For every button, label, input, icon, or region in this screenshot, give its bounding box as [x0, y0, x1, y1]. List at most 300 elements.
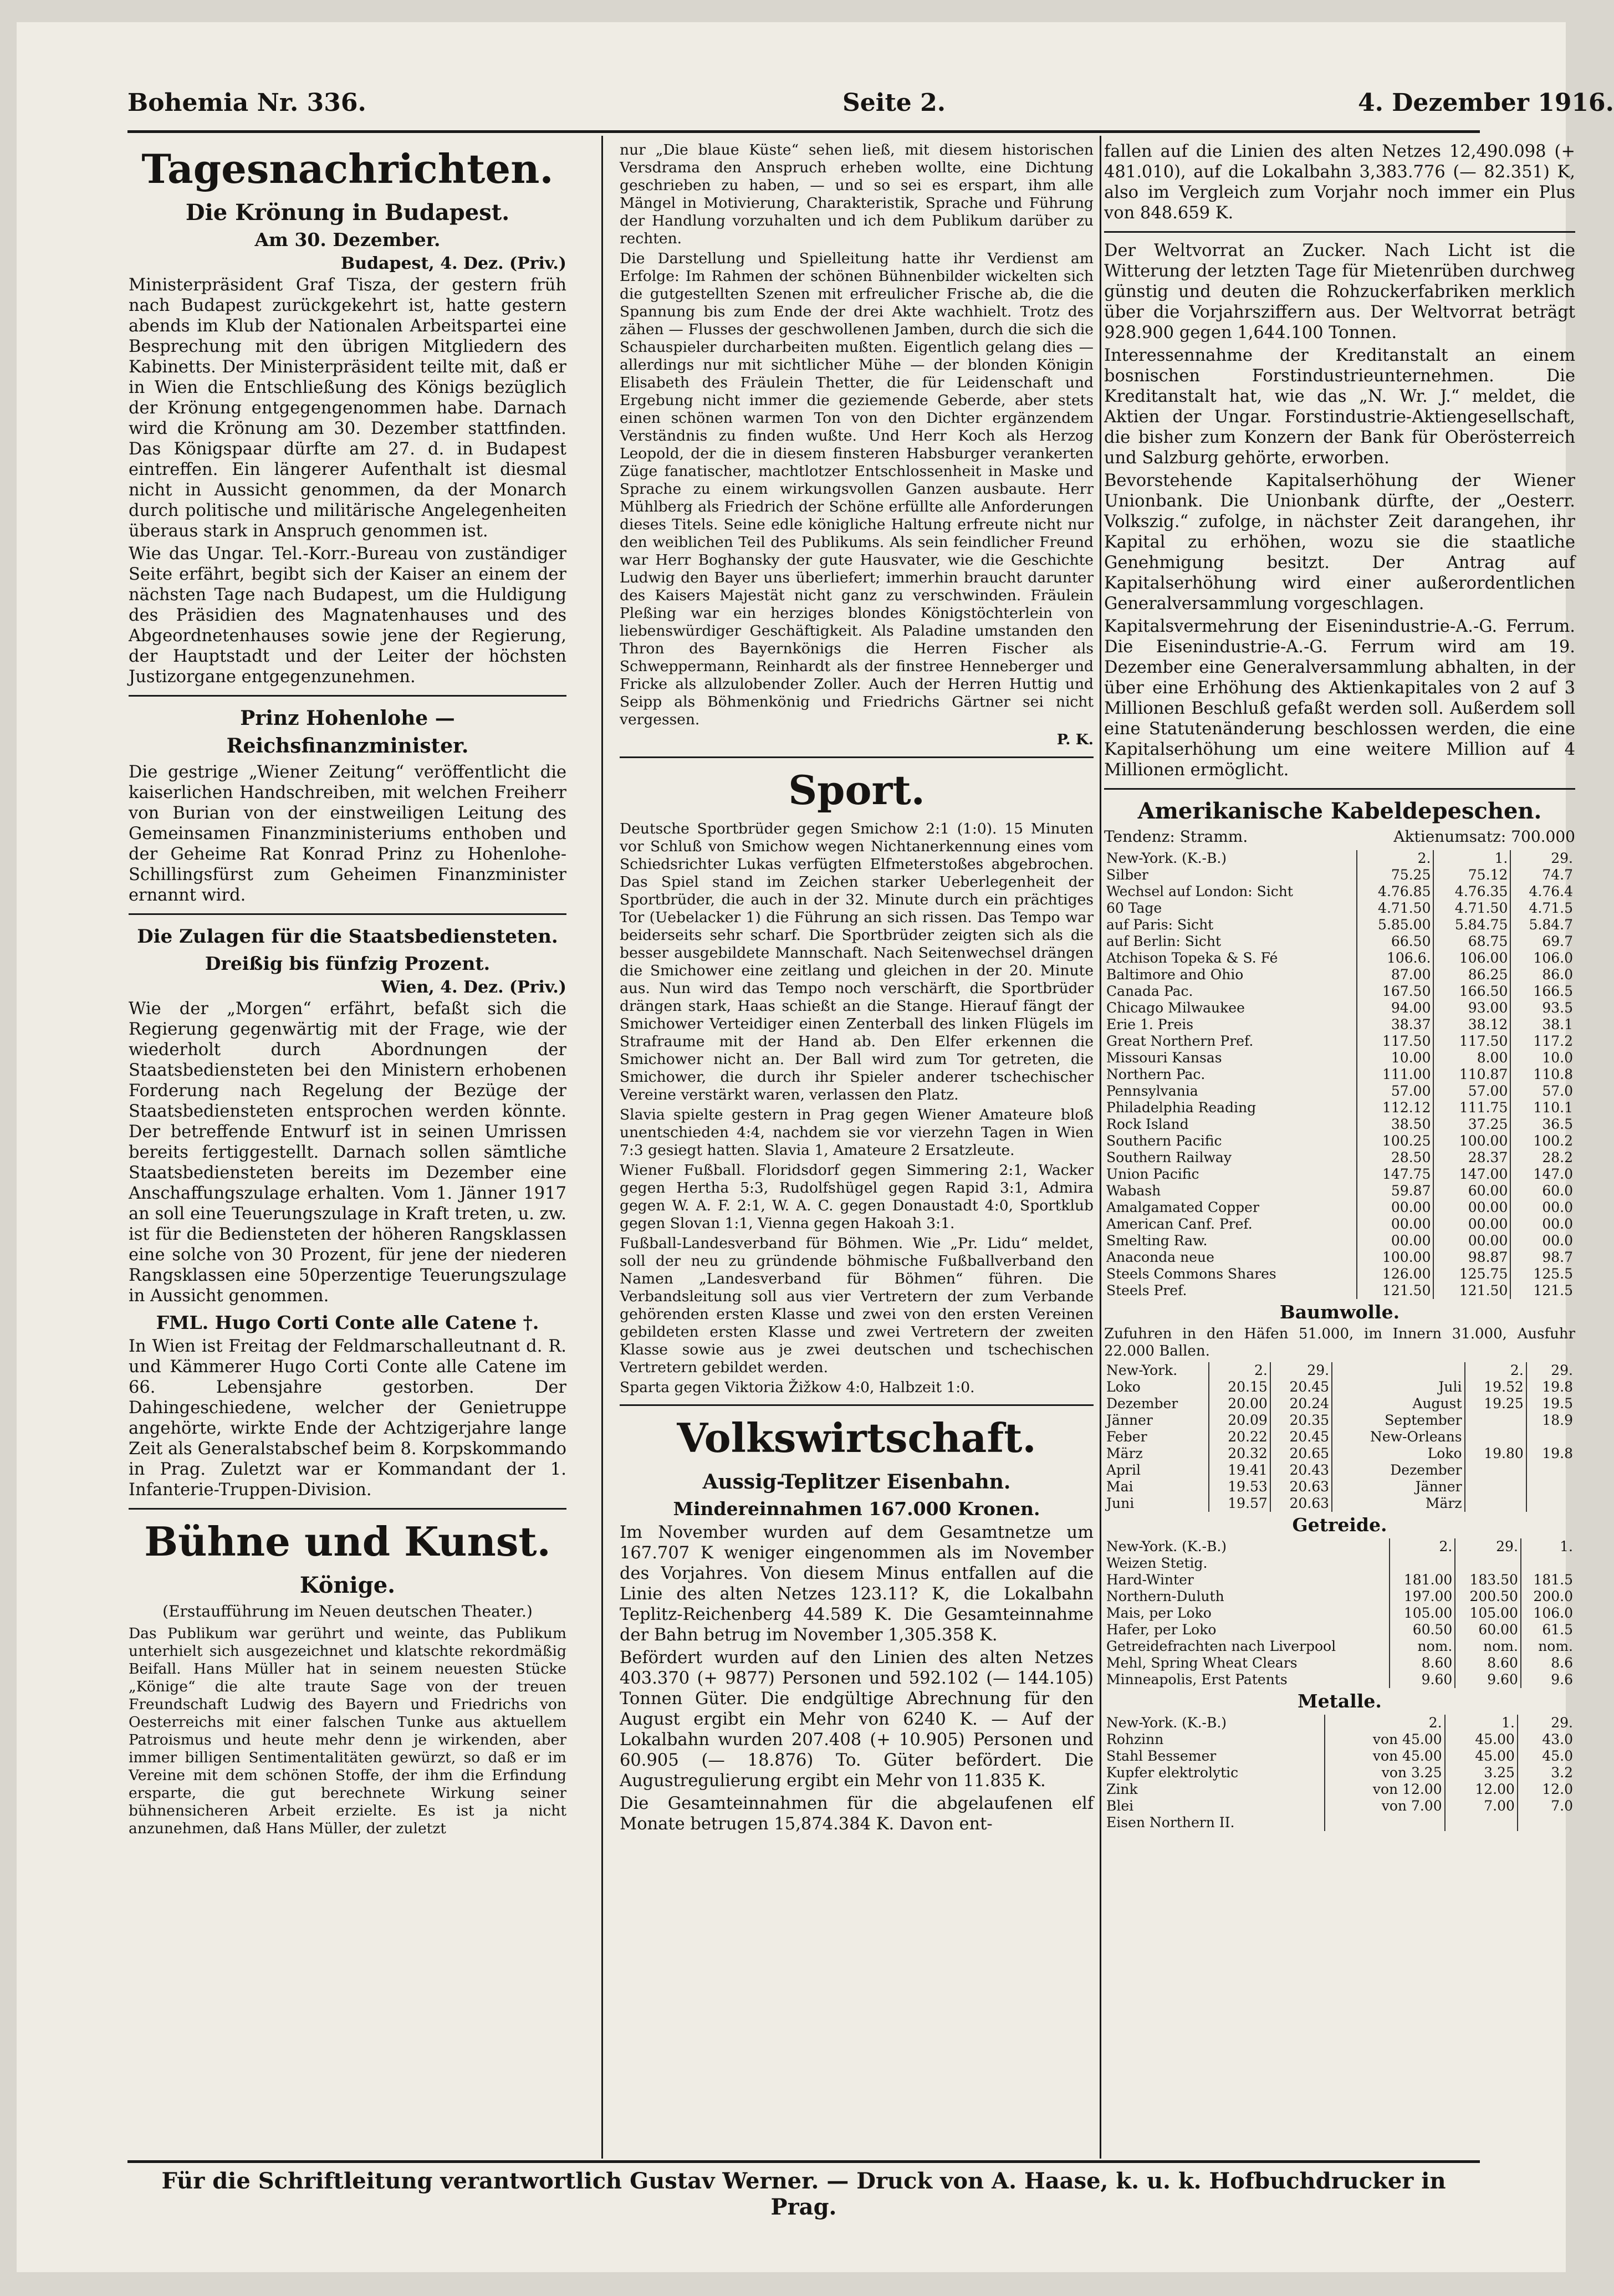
- table-cell: März: [1332, 1495, 1464, 1512]
- table-row: [1104, 1379, 1575, 1395]
- table-cell: 147.75: [1357, 1166, 1434, 1183]
- row-label: Feber: [1106, 1429, 1147, 1445]
- article-paragraph: Wie der „Morgen“ erfährt, befaßt sich die Regierung gegenwärtig mit der Frage, wie der wiederholt durch Abordnungen der Staatsbediensteten bei den Ministern erhobenen Forderung nach Regelung der Bezüge der Staatsbediensteten entsprochen werden könnte. Der betreffende Entwurf ist in seinen Umrissen bereits fertiggestellt. Darnach sollen sämtliche Staatsbediensteten bereits im Dezember eine Anschaffungszulage erhalten. Vom 1. Jänner 1917 an soll eine Teuerungszulage in Kraft treten, u. zw. ist für die Bediensteten der höheren Rangsklassen eine solche von 30 Prozent, für jene der niederen Rangsklassen eine 50perzentige Teuerungszulage in Aussicht genommen.: [129, 999, 566, 1306]
- table-cell: 8.60: [1390, 1655, 1455, 1671]
- table-cell: 19.80: [1465, 1445, 1526, 1462]
- article-paragraph: fallen auf die Linien des alten Netzes 12,490.098 (+ 481.010), auf die Lokalbahn 3,383.776 (— 82.351) K, also im Vergleich zum Vorjahr noch immer ein Plus von 848.659 K.: [1104, 142, 1575, 223]
- table-cell: [1526, 1462, 1575, 1479]
- grain-table: [1104, 1538, 1575, 1688]
- row-label: Steels Commons Shares: [1106, 1266, 1276, 1282]
- section-title-tagesnachrichten: Tagesnachrichten.: [141, 145, 554, 192]
- table-cell: 105.00: [1390, 1605, 1455, 1622]
- row-label: Wabash: [1106, 1183, 1161, 1199]
- table-cell: nom.: [1455, 1638, 1521, 1655]
- header-issue: Bohemia Nr. 336.: [127, 89, 366, 117]
- table-cell: 10.00: [1357, 1050, 1434, 1066]
- row-label: Mais, per Loko: [1106, 1605, 1212, 1621]
- row-label: Amalgamated Copper: [1106, 1199, 1259, 1215]
- table-cell: 5.84.7: [1510, 917, 1575, 933]
- row-label: Weizen Stetig.: [1106, 1555, 1208, 1571]
- table-cell: 183.50: [1455, 1572, 1521, 1588]
- table-cell: 20.00: [1209, 1395, 1270, 1412]
- row-label: Missouri Kansas: [1106, 1050, 1222, 1066]
- article-title-koenige: Könige.: [299, 1572, 396, 1598]
- table-row: [1104, 1555, 1575, 1572]
- table-cell: [1390, 1555, 1455, 1572]
- table-cell: August: [1332, 1395, 1464, 1412]
- table-cell: 19.53: [1209, 1479, 1270, 1495]
- row-label: Union Pacific: [1106, 1166, 1199, 1182]
- table-cell: 110.1: [1510, 1100, 1575, 1116]
- table-cell: 121.50: [1433, 1282, 1510, 1299]
- table-cell: 8.00: [1433, 1050, 1510, 1066]
- table-cell: 117.2: [1510, 1033, 1575, 1050]
- header-date: 4. Dezember 1916.: [1358, 89, 1614, 117]
- article-separator: [129, 695, 566, 697]
- table-cell: 10.0: [1510, 1050, 1575, 1066]
- table-cell: 60.50: [1390, 1622, 1455, 1638]
- table-cell: 125.5: [1510, 1266, 1575, 1282]
- table-cell: September: [1332, 1412, 1464, 1429]
- table-row: [1104, 967, 1575, 983]
- table-cell: 38.1: [1510, 1016, 1575, 1033]
- article-paragraph: nur „Die blaue Küste“ sehen ließ, mit diesem historischen Versdrama den Anspruch erheben wollte, eine Dichtung geschrieben zu haben, — und so sei es erspart, ihm alle Mängel in Motivierung, Charakteristik, Sprache und Führung der Handlung vorzuhalten und ich dem Publikum darüber zu rechten.: [620, 141, 1094, 247]
- dateline-wien: Wien, 4. Dez. (Priv.): [381, 978, 566, 997]
- table-cell: 19.25: [1465, 1395, 1526, 1412]
- row-label: Minneapolis, Erst Patents: [1106, 1671, 1288, 1688]
- article-paragraph: Befördert wurden auf den Linien des alten Netzes 403.370 (+ 9877) Personen und 592.102 (— 144.105) Tonnen Güter. Die endgültige Abrechnung für den August ergibt ein Mehr von 6240 K. — Auf der Lokalbahn wurden 207.408 (+ 10.905) Personen und 60.905 (— 18.876) To. Güter befördert. Die Augustregulierung ergibt ein Mehr von 11.835 K.: [620, 1648, 1094, 1791]
- table-cell: 20.35: [1270, 1412, 1332, 1429]
- table-row: [1104, 1166, 1575, 1183]
- article-title-aussig: Aussig-Teplitzer Eisenbahn.: [702, 1470, 1011, 1494]
- row-label: Dezember: [1106, 1395, 1178, 1412]
- row-label: Northern Pac.: [1106, 1066, 1206, 1082]
- article-separator: [1104, 788, 1575, 790]
- column-header: 1.: [1521, 1538, 1575, 1555]
- row-label: Hard-Winter: [1106, 1572, 1194, 1588]
- row-label: Wechsel auf London: Sicht: [1106, 883, 1293, 899]
- row-label: Stahl Bessemer: [1106, 1748, 1217, 1764]
- table-cell: 00.00: [1433, 1233, 1510, 1249]
- column-header: 29.: [1455, 1538, 1521, 1555]
- column-header: 2.: [1357, 850, 1434, 867]
- column-1: [129, 141, 566, 2218]
- header-page-number: Seite 2.: [842, 89, 946, 117]
- column-header: 29.: [1270, 1362, 1332, 1379]
- table-cell: von 3.25: [1325, 1765, 1445, 1781]
- column-2: [620, 141, 1094, 2218]
- table-cell: [1526, 1495, 1575, 1512]
- table-cell: [1465, 1412, 1526, 1429]
- table-cell: 106.00: [1433, 950, 1510, 967]
- column-header: New-York.: [1106, 1362, 1178, 1378]
- table-cell: 166.50: [1433, 983, 1510, 1000]
- table-cell: 38.12: [1433, 1016, 1510, 1033]
- table-row: [1104, 1066, 1575, 1083]
- table-row: [1104, 1249, 1575, 1266]
- sport-paragraph: Wiener Fußball. Floridsdorf gegen Simmering 2:1, Wacker gegen Hertha 5:3, Rudolfshügel gegen Rapid 3:1, Admira gegen W. A. F. 2:1, W. A. C. gegen Donaustadt 4:0, Sportklub gegen Slovan 1:1, Vienna gegen Hakoah 3:1.: [620, 1162, 1094, 1232]
- table-cell: 12.00: [1445, 1781, 1518, 1798]
- table-cell: Dezember: [1332, 1462, 1464, 1479]
- article-paragraph: Interessennahme der Kreditanstalt an einem bosnischen Forstindustrieunternehmen. Die Kreditanstalt hat, wie das „N. Wr. J.“ meldet, die Aktien der Ungar. Forstindustrie-Aktiengesellschaft, die bisher zum Konzern der Bank für Oberösterreich und Salzburg gehörte, erworben.: [1104, 346, 1575, 468]
- table-cell: 93.5: [1510, 1000, 1575, 1016]
- table-cell: 19.8: [1526, 1445, 1575, 1462]
- table-cell: 4.71.50: [1433, 900, 1510, 917]
- table-row: [1104, 1445, 1575, 1462]
- table-cell: 60.00: [1455, 1622, 1521, 1638]
- column-header: 29.: [1526, 1362, 1575, 1379]
- table-cell: 28.50: [1357, 1149, 1434, 1166]
- table-cell: 106.6.: [1357, 950, 1434, 967]
- table-cell: 121.50: [1357, 1282, 1434, 1299]
- table-cell: 38.50: [1357, 1116, 1434, 1133]
- table-row: [1104, 1199, 1575, 1216]
- table-cell: 8.6: [1521, 1655, 1575, 1671]
- row-label: auf Berlin: Sicht: [1106, 933, 1222, 949]
- table-cell: 38.37: [1357, 1016, 1434, 1033]
- table-row: [1104, 1798, 1575, 1814]
- table-row: [1104, 1731, 1575, 1748]
- table-cell: 147.0: [1510, 1166, 1575, 1183]
- table-row: [1104, 1050, 1575, 1066]
- table-cell: 57.00: [1357, 1083, 1434, 1100]
- article-title-zulagen: Die Zulagen für die Staatsbediensteten.: [137, 925, 558, 948]
- table-cell: 20.65: [1270, 1445, 1332, 1462]
- table-row: [1104, 917, 1575, 933]
- table-row: [1104, 1748, 1575, 1765]
- share-turnover: Aktienumsatz: 700.000: [1393, 827, 1575, 846]
- article-paragraph: Ministerpräsident Graf Tisza, der gestern früh nach Budapest zurückgekehrt ist, hatte gestern abends im Klub der Nationalen Arbeitspartei eine Besprechung mit den übrigen Mitgliedern des Kabinetts. Der Ministerpräsident teilte mit, daß er in Wien die Entschließung des Königs bezüglich der Krönung entgegengenommen habe. Darnach wird die Krönung am 30. Dezember stattfinden. Das Königspaar dürfte am 27. d. in Budapest eintreffen. Ein längerer Aufenthalt ist diesmal nicht in Aussicht genommen, da der Monarch durch politische und militärische Angelegenheiten überaus stark in Anspruch genommen ist.: [129, 275, 566, 541]
- table-cell: von 45.00: [1325, 1748, 1445, 1765]
- row-label: Blei: [1106, 1798, 1134, 1814]
- table-cell: 125.75: [1433, 1266, 1510, 1282]
- table-cell: [1465, 1462, 1526, 1479]
- row-label: Hafer, per Loko: [1106, 1622, 1217, 1638]
- article-subtitle-kroenung: Am 30. Dezember.: [254, 229, 441, 250]
- table-cell: 60.0: [1510, 1183, 1575, 1199]
- table-cell: Loko: [1332, 1445, 1464, 1462]
- table-cell: 74.7: [1510, 867, 1575, 883]
- table-cell: 19.8: [1526, 1379, 1575, 1395]
- row-label: auf Paris: Sicht: [1106, 917, 1214, 933]
- table-row: [1104, 1814, 1575, 1831]
- row-label: Juni: [1106, 1495, 1135, 1511]
- row-label: Eisen Northern II.: [1106, 1814, 1235, 1830]
- table-cell: 4.76.35: [1433, 883, 1510, 900]
- table-row: [1104, 1216, 1575, 1233]
- table-row: [1104, 1572, 1575, 1588]
- article-paragraph: Das Publikum war gerührt und weinte, das Publikum unterhielt sich ausgezeichnet und klatschte rekordmäßig Beifall. Hans Müller hat in seinem neuesten Stücke „Könige“ die alte traute Sage von der treuen Freundschaft Ludwig des Bayern und Friedrichs von Oesterreichs mit einer falschen Tunke aus aktuellem Patroismus und heute mehr denn je wirkenden, aber immer billigen Sentimentalitäten gewürzt, so daß er im Vereine mit dem schönen Stoffe, der ihm die Erfindung ersparte, die gut berechnete Wirkung seiner bühnensicheren Arbeit erzielte. Es ist ja nicht anzunehmen, daß Hans Müller, der zuletzt: [129, 1625, 566, 1837]
- table-cell: 20.45: [1270, 1379, 1332, 1395]
- row-label: Loko: [1106, 1379, 1141, 1395]
- imprint-footer: Für die Schriftleitung verantwortlich Gustav Werner. — Druck von A. Haase, k. u. k. Hofbuchdrucker in Prag.: [161, 2168, 1446, 2220]
- table-cell: 69.7: [1510, 933, 1575, 950]
- table-cell: 28.37: [1433, 1149, 1510, 1166]
- table-cell: 20.63: [1270, 1479, 1332, 1495]
- column-header: [1332, 1362, 1464, 1379]
- section-title-kabeldepeschen: Amerikanische Kabeldepeschen.: [1137, 798, 1542, 824]
- table-cell: 117.50: [1433, 1033, 1510, 1050]
- row-label: Getreidefrachten nach Liverpool: [1106, 1638, 1336, 1654]
- row-label: Rohzinn: [1106, 1731, 1164, 1747]
- cotton-table: [1104, 1362, 1575, 1512]
- table-cell: 3.2: [1518, 1765, 1575, 1781]
- table-row: [1104, 1622, 1575, 1638]
- article-subtitle-koenige: (Erstaufführung im Neuen deutschen Theater.): [162, 1602, 533, 1620]
- table-cell: 7.00: [1445, 1798, 1518, 1814]
- table-cell: [1445, 1814, 1518, 1831]
- market-tendency: Tendenz: Stramm.: [1104, 827, 1248, 846]
- table-cell: New-Orleans: [1332, 1429, 1464, 1445]
- table-cell: 36.5: [1510, 1116, 1575, 1133]
- table-cell: 20.43: [1270, 1462, 1332, 1479]
- table-cell: 100.00: [1433, 1133, 1510, 1149]
- column-header: New-York. (K.-B.): [1106, 1538, 1227, 1554]
- table-row: [1104, 1479, 1575, 1495]
- table-cell: 167.50: [1357, 983, 1434, 1000]
- row-label: Silber: [1106, 867, 1148, 883]
- table-cell: von 12.00: [1325, 1781, 1445, 1798]
- table-cell: 4.71.50: [1357, 900, 1434, 917]
- table-cell: 98.7: [1510, 1249, 1575, 1266]
- table-cell: 45.00: [1445, 1731, 1518, 1748]
- row-label: Steels Pref.: [1106, 1282, 1187, 1298]
- sport-paragraph: Sparta gegen Viktoria Žižkow 4:0, Halbzeit 1:0.: [620, 1379, 975, 1396]
- table-row: [1104, 1016, 1575, 1033]
- table-header-row: [1104, 1715, 1575, 1731]
- table-cell: 66.50: [1357, 933, 1434, 950]
- table-cell: 87.00: [1357, 967, 1434, 983]
- row-label: Pennsylvania: [1106, 1083, 1198, 1099]
- table-row: [1104, 1116, 1575, 1133]
- header-rule: [127, 130, 1480, 133]
- table-cell: [1455, 1555, 1521, 1572]
- table-cell: 7.0: [1518, 1798, 1575, 1814]
- table-cell: 43.0: [1518, 1731, 1575, 1748]
- row-label: American Canf. Pref.: [1106, 1216, 1253, 1232]
- table-header-row: [1104, 850, 1575, 867]
- table-cell: 60.00: [1433, 1183, 1510, 1199]
- table-cell: [1325, 1814, 1445, 1831]
- table-row: [1104, 983, 1575, 1000]
- section-heading-metalle: Metalle.: [1298, 1690, 1382, 1712]
- table-cell: 57.0: [1510, 1083, 1575, 1100]
- table-row: [1104, 1233, 1575, 1249]
- table-cell: 3.25: [1445, 1765, 1518, 1781]
- row-label: Northern-Duluth: [1106, 1588, 1224, 1604]
- article-paragraph: Die gestrige „Wiener Zeitung“ veröffentlicht die kaiserlichen Handschreiben, mit welchen Freiherr von Burian von der einstweiligen Leitung des Gemeinsamen Finanzministeriums enthoben und der Geheime Rat Konrad Prinz zu Hohenlohe-Schillingsfürst zum Geheimen Finanzminister ernannt wird.: [129, 763, 566, 905]
- table-row: [1104, 1395, 1575, 1412]
- metals-table: [1104, 1715, 1575, 1831]
- section-title-buehne: Bühne und Kunst.: [144, 1518, 551, 1565]
- table-cell: 4.76.4: [1510, 883, 1575, 900]
- table-cell: 19.57: [1209, 1495, 1270, 1512]
- table-cell: 166.5: [1510, 983, 1575, 1000]
- article-paragraph: Die Gesamteinnahmen für die abgelaufenen elf Monate betrugen 15,874.384 K. Davon ent-: [620, 1794, 1094, 1834]
- cotton-supply-note: Zufuhren in den Häfen 51.000, im Innern 31.000, Ausfuhr 22.000 Ballen.: [1104, 1326, 1575, 1359]
- table-cell: 86.0: [1510, 967, 1575, 983]
- table-cell: [1526, 1479, 1575, 1495]
- article-paragraph: Bevorstehende Kapitalserhöhung der Wiener Unionbank. Die Unionbank dürfte, der „Oesterr. Volkszig.“ zufolge, in nächster Zeit darangehen, ihr Kapital zu erhöhen, wozu sie die staatliche Genehmigung besitzt. Der Antrag auf Kapitalserhöhung wird einer außerordentlichen Generalversammlung vorgeschlagen.: [1104, 471, 1575, 613]
- row-label: Rock Island: [1106, 1116, 1189, 1132]
- table-cell: 00.0: [1510, 1216, 1575, 1233]
- table-cell: 200.0: [1521, 1588, 1575, 1605]
- table-row: [1104, 950, 1575, 967]
- article-subtitle-aussig: Mindereinnahmen 167.000 Kronen.: [673, 1498, 1040, 1520]
- row-label: Great Northern Pref.: [1106, 1033, 1254, 1049]
- column-divider-1: [601, 136, 603, 2159]
- table-cell: 75.12: [1433, 867, 1510, 883]
- table-row: [1104, 1462, 1575, 1479]
- row-label: Erie 1. Preis: [1106, 1016, 1194, 1032]
- table-cell: 19.52: [1465, 1379, 1526, 1395]
- table-row: [1104, 1429, 1575, 1445]
- table-row: [1104, 1000, 1575, 1016]
- article-paragraph: Der Weltvorrat an Zucker. Nach Licht ist die Witterung der letzten Tage für Mietenrüben durchweg günstig und deuten die Rohzuckerfabriken merklich über die Vorjahrsziffern aus. Der Weltvorrat beträgt 928.900 gegen 1,644.100 Tonnen.: [1104, 241, 1575, 342]
- article-paragraph: Die Darstellung und Spielleitung hatte ihr Verdienst am Erfolge: Im Rahmen der schönen Bühnenbilder wickelten sich die gutgestellten Szenen mit erfreulicher Frische ab, die die Spannung bis zum Ende der drei Akte wachhielt. Trotz des zähen — Flusses der geschwollenen Jamben, durch die sich die Schauspieler durcharbeiten mußten. Eigentlich gelang dies — allerdings nur mit sichtlicher Mühe — der blonden Königin Elisabeth des Fräulein Thetter, die für Leidenschaft und Ergebung nicht immer die geziemende Geberde, aber stets einen schönen warmen Ton von den Dichter ergänzendem Verständnis zu finden wußte. Und Herr Koch als Herzog Leopold, der die in diesem finsteren Habsburger verankerten Züge fanatischer, machtlotzer Entschlossenheit in Maske und Sprache zu einem wirkungsvollen Ganzen ausbaute. Herr Mühlberg als Friedrich der Schöne erfüllte alle Anforderungen dieses Titels. Seine edle königliche Haltung erfreute nicht nur den weiblichen Teil des Publikums. Als sein feindlicher Freund war Herr Boghansky der gute Hausvater, wie die Geschichte Ludwig den Bayer uns überliefert; immerhin braucht darunter des Kaisers Majestät nicht ganz zu verschwinden. Fräulein Pleßing war ein herziges blondes Königstöchterlein von liebenswürdiger Geschäftigkeit. Als Paladine umstanden den Thron des Bayernkönigs die Herren Fischer als Schweppermann, Reinhardt als der finstree Henneberger und Fricke als allzulobender Zoller. Auch der Herren Huttig und Seipp als Böhmenkönig und Friedrichs Gärtner sei nicht vergessen.: [620, 250, 1094, 728]
- table-row: [1104, 1781, 1575, 1798]
- column-divider-2: [1100, 136, 1101, 2159]
- table-cell: 106.0: [1510, 950, 1575, 967]
- row-label: Kupfer elektrolytic: [1106, 1765, 1239, 1781]
- row-label: Canada Pac.: [1106, 983, 1193, 999]
- table-cell: 5.84.75: [1433, 917, 1510, 933]
- table-cell: 59.87: [1357, 1183, 1434, 1199]
- table-row: [1104, 1412, 1575, 1429]
- row-label: Smelting Raw.: [1106, 1233, 1208, 1249]
- column-header: 29.: [1518, 1715, 1575, 1731]
- table-cell: 00.0: [1510, 1233, 1575, 1249]
- row-label: Baltimore and Ohio: [1106, 967, 1244, 983]
- section-heading-baumwolle: Baumwolle.: [1279, 1301, 1400, 1323]
- table-cell: 100.00: [1357, 1249, 1434, 1266]
- table-row: [1104, 1266, 1575, 1282]
- article-separator: [620, 756, 1094, 758]
- table-cell: 68.75: [1433, 933, 1510, 950]
- table-cell: 20.45: [1270, 1429, 1332, 1445]
- section-title-sport: Sport.: [788, 766, 925, 814]
- table-cell: 4.71.5: [1510, 900, 1575, 917]
- table-row: [1104, 1765, 1575, 1781]
- table-row: [1104, 1605, 1575, 1622]
- column-header: New-York. (K.-B.): [1106, 1715, 1227, 1731]
- table-cell: 18.9: [1526, 1412, 1575, 1429]
- table-cell: 98.87: [1433, 1249, 1510, 1266]
- table-cell: 00.00: [1357, 1216, 1434, 1233]
- row-label: 60 Tage: [1106, 900, 1162, 916]
- article-separator: [1104, 231, 1575, 233]
- table-cell: 19.5: [1526, 1395, 1575, 1412]
- table-cell: 20.15: [1209, 1379, 1270, 1395]
- table-cell: 110.8: [1510, 1066, 1575, 1083]
- table-row: [1104, 1588, 1575, 1605]
- row-label: Mai: [1106, 1479, 1133, 1495]
- table-cell: nom.: [1521, 1638, 1575, 1655]
- article-paragraph: Im November wurden auf dem Gesamtnetze um 167.707 K weniger eingenommen als im November des Vorjahres. Von diesem Minus entfallen auf die Linie des alten Netzes 123.11? K, die Lokalbahn Teplitz-Reichenberg 44.589 K. Die Gesamteinnahme der Bahn betrug im November 1,305.358 K.: [620, 1523, 1094, 1645]
- table-row: [1104, 1655, 1575, 1671]
- row-label: Southern Pacific: [1106, 1133, 1222, 1149]
- table-cell: 86.25: [1433, 967, 1510, 983]
- table-cell: [1526, 1429, 1575, 1445]
- table-cell: 00.00: [1433, 1199, 1510, 1216]
- article-separator: [129, 913, 566, 915]
- table-cell: 110.87: [1433, 1066, 1510, 1083]
- table-row: [1104, 1133, 1575, 1149]
- table-cell: 112.12: [1357, 1100, 1434, 1116]
- article-title-kroenung: Die Krönung in Budapest.: [185, 200, 510, 226]
- article-paragraph: Kapitalsvermehrung der Eisenindustrie-A.-G. Ferrum. Die Eisenindustrie-A.-G. Ferrum wird am 19. Dezember eine Generalversammlung abhalten, in der über eine Erhöhung des Aktienkapitales von 2 auf 3 Millionen Beschluß gefaßt werden soll. Außerdem soll eine Statutenänderung beschlossen werden, die eine Kapitalserhöhung um eine weitere Million auf 4 Millionen ermöglicht.: [1104, 617, 1575, 780]
- table-cell: [1465, 1429, 1526, 1445]
- table-row: [1104, 1638, 1575, 1655]
- table-row: [1104, 1083, 1575, 1100]
- table-cell: [1518, 1814, 1575, 1831]
- sport-paragraph: Fußball-Landesverband für Böhmen. Wie „Pr. Lidu“ meldet, soll der neu zu gründende böhmische Fußballverband den Namen „Landesverband für Böhmen“ führen. Die Verbandsleitung soll aus vier Vertretern der zum Verbande gehörenden ersten Klasse und zwei von den ersten Vereinen gebildeten ersten Klasse und zwei Vertretern der zweiten Klasse sowie aus je zwei deutschen und tschechischen Vertretern gebildet werden.: [620, 1235, 1094, 1376]
- table-cell: 20.09: [1209, 1412, 1270, 1429]
- table-row: [1104, 867, 1575, 883]
- row-label: Philadelphia Reading: [1106, 1100, 1257, 1116]
- table-cell: 20.24: [1270, 1395, 1332, 1412]
- table-cell: [1465, 1495, 1526, 1512]
- table-cell: 126.00: [1357, 1266, 1434, 1282]
- column-header: 1.: [1445, 1715, 1518, 1731]
- table-cell: 20.22: [1209, 1429, 1270, 1445]
- table-cell: 8.60: [1455, 1655, 1521, 1671]
- sport-paragraph: Deutsche Sportbrüder gegen Smichow 2:1 (1:0). 15 Minuten vor Schluß von Smichow wegen Nichtanerkennung eines vom Schiedsrichter Lukas verfügten Elfmeterstoßes abgebrochen. Das Spiel stand im Zeichen starker Ueberlegenheit der Sportbrüder, die auch in der 32. Minute durch ein prächtiges Tor (Uebelacker 1) die Führung an sich rissen. Das Tempo war beiderseits sehr scharf. Die Sportbrüder zeigten sich als die besser ausgebildete Mannschaft. Nach Seitenwechsel drängen die Smichower eine zeitlang und gleichen in der 20. Minute aus. Nun wird das Tempo noch verschärft, die Sportbrüder drängen stark, Haas schießt an die Stange. Hierauf fängt der Smichower Verteidiger einen Zenterball des linken Flügels im Strafraume mit der Hand ab. Den Elfer erkennen die Smichower nicht an. Der Ball wird zum Tor getreten, die Smichower, die durch ihr Spieler anderer tschechischer Vereine verstärkt waren, verlassen den Platz.: [620, 820, 1094, 1103]
- table-cell: 45.00: [1445, 1748, 1518, 1765]
- table-cell: 00.00: [1357, 1233, 1434, 1249]
- column-header: 2.: [1325, 1715, 1445, 1731]
- footer-rule: [127, 2160, 1480, 2163]
- table-cell: Juli: [1332, 1379, 1464, 1395]
- table-cell: 9.6: [1521, 1671, 1575, 1688]
- table-cell: 106.0: [1521, 1605, 1575, 1622]
- row-label: April: [1106, 1462, 1141, 1478]
- table-header-row: [1104, 1362, 1575, 1379]
- sport-paragraph: Slavia spielte gestern in Prag gegen Wiener Amateure bloß unentschieden 4:4, nachdem sie vor vierzehn Tagen in Wien 7:3 gesiegt hatten. Slavia 1, Amateure 2 Ersatzleute.: [620, 1106, 1094, 1159]
- column-header: 29.: [1510, 850, 1575, 867]
- table-cell: 37.25: [1433, 1116, 1510, 1133]
- table-cell: 75.25: [1357, 867, 1434, 883]
- table-cell: 9.60: [1455, 1671, 1521, 1688]
- table-cell: 100.2: [1510, 1133, 1575, 1149]
- article-signature: P. K.: [1056, 731, 1094, 748]
- table-row: [1104, 1495, 1575, 1512]
- article-subtitle-zulagen: Dreißig bis fünfzig Prozent.: [205, 953, 491, 974]
- table-cell: 147.00: [1433, 1166, 1510, 1183]
- table-cell: 45.0: [1518, 1748, 1575, 1765]
- stock-quotes-table: [1104, 850, 1575, 1299]
- column-header: 1.: [1433, 850, 1510, 867]
- table-cell: nom.: [1390, 1638, 1455, 1655]
- table-cell: 19.41: [1209, 1462, 1270, 1479]
- article-title-hohenlohe: Prinz Hohenlohe — Reichsfinanzminister.: [226, 707, 469, 758]
- row-label: März: [1106, 1445, 1143, 1461]
- table-cell: 111.75: [1433, 1100, 1510, 1116]
- table-header-row: [1104, 1538, 1575, 1555]
- article-paragraph: In Wien ist Freitag der Feldmarschalleutnant d. R. und Kämmerer Hugo Corti Conte alle Catene im 66. Lebensjahre gestorben. Der Dahingeschiedene, welcher der Genietruppe angehörte, wirkte Ende der Achtzigerjahre lange Zeit als Generalstabschef beim 8. Korpskommando in Prag. Zuletzt war er Kommandant der 1. Infanterie-Truppen-Division.: [129, 1337, 566, 1500]
- table-cell: 00.00: [1357, 1199, 1434, 1216]
- table-row: [1104, 1671, 1575, 1688]
- column-header: 2.: [1465, 1362, 1526, 1379]
- table-cell: 12.0: [1518, 1781, 1575, 1798]
- table-row: [1104, 933, 1575, 950]
- table-cell: 117.50: [1357, 1033, 1434, 1050]
- table-cell: 20.63: [1270, 1495, 1332, 1512]
- table-cell: 100.25: [1357, 1133, 1434, 1149]
- table-row: [1104, 900, 1575, 917]
- table-cell: von 45.00: [1325, 1731, 1445, 1748]
- table-cell: 00.0: [1510, 1199, 1575, 1216]
